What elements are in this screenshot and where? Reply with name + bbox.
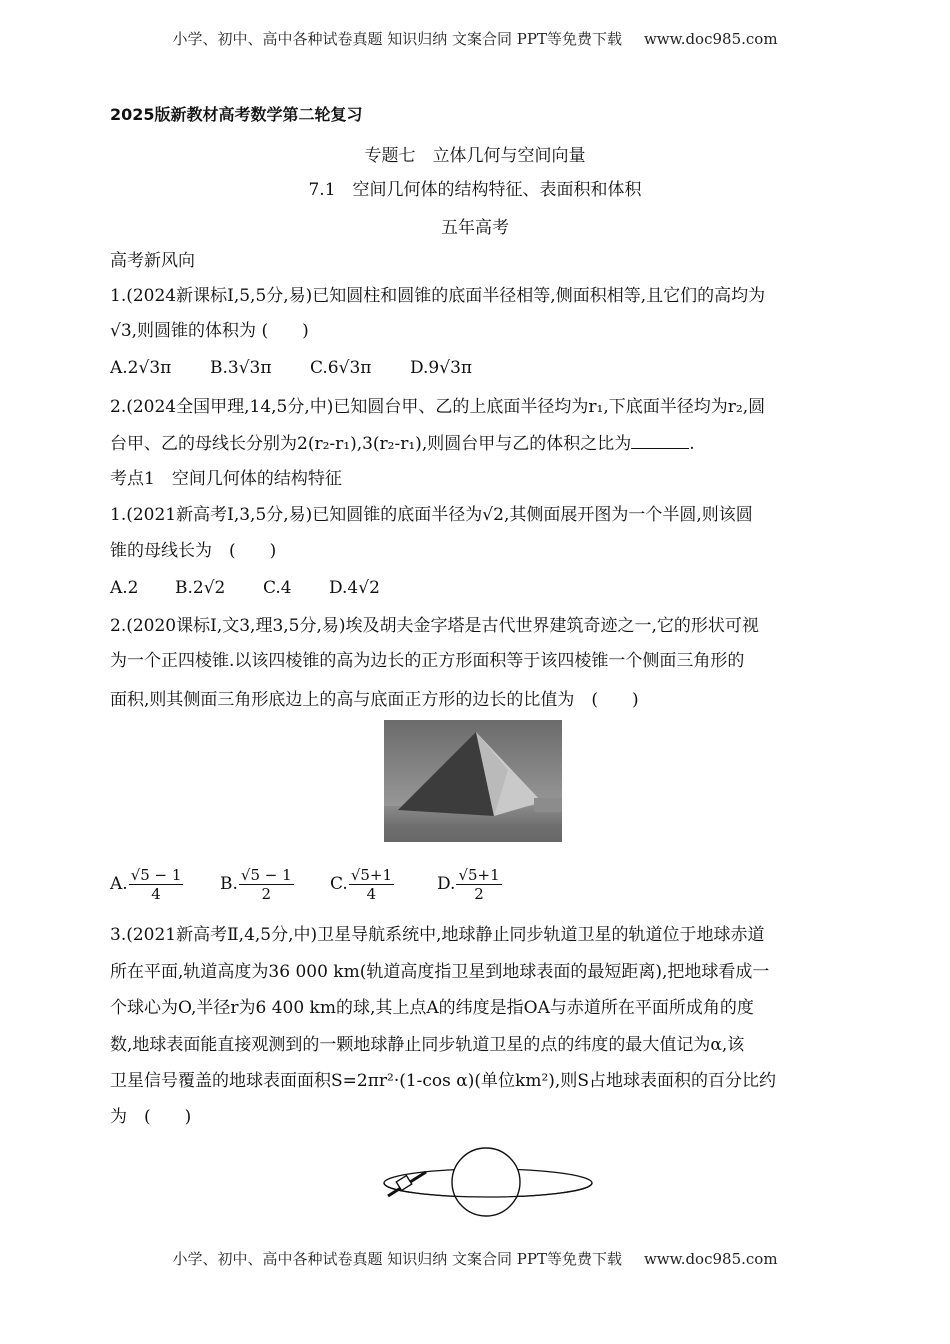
q-new2-line2-end: . (689, 434, 695, 454)
option-c[interactable]: C.6√3π (310, 358, 372, 378)
option-c-numerator: √5+1 (350, 866, 393, 884)
page-header (0, 28, 950, 49)
q2-options (110, 860, 502, 908)
option-a[interactable]: A.2 (110, 578, 139, 598)
heading-new: 高考新风向 (110, 251, 195, 271)
option-b[interactable]: B.3√3π (210, 358, 272, 378)
option-b-denominator: 2 (261, 885, 272, 903)
q3-line1: 3.(2021新高考Ⅱ,4,5分,中)卫星导航系统中,地球静止同步轨道卫星的轨道位于地球赤道 (110, 925, 765, 945)
q-new2-line1: 2.(2024全国甲理,14,5分,中)已知圆台甲、乙的上底面半径均为r₁,下底面半径均为r₂,圆 (110, 397, 766, 417)
section-title: 7.1 空间几何体的结构特征、表面积和体积 (308, 180, 642, 200)
header-site[interactable]: www.doc985.com (643, 30, 778, 48)
q-new2-line2-text: 台甲、乙的母线长分别为2(r₂-r₁),3(r₂-r₁),则圆台甲与乙的体积之比为 (110, 434, 632, 454)
q-new2-line2 (110, 432, 695, 455)
q2-line1: 2.(2020课标Ⅰ,文3,理3,5分,易)埃及胡夫金字塔是古代世界建筑奇迹之一,它的形状可视 (110, 616, 759, 636)
q-new1-line2: √3,则圆锥的体积为 ( ) (110, 321, 309, 341)
option-d[interactable] (437, 860, 502, 908)
option-d[interactable]: D.4√2 (329, 578, 380, 598)
q2-line2: 为一个正四棱锥.以该四棱锥的高为边长的正方形面积等于该四棱锥一个侧面三角形的 (110, 651, 745, 671)
q3-line5: 卫星信号覆盖的地球表面面积S=2πr²·(1-cos α)(单位km²),则S占地球表面积的百分比约 (110, 1071, 776, 1091)
option-d-denominator: 2 (474, 885, 484, 903)
option-c-denominator: 4 (366, 885, 377, 903)
q3-line3: 个球心为O,半径r为6 400 km的球,其上点A的纬度是指OA与赤道所在平面所成角的度 (110, 998, 754, 1018)
option-b-label: B. (220, 874, 238, 894)
option-d-fraction (456, 866, 501, 903)
option-d-numerator: √5+1 (458, 866, 500, 884)
kaodian-heading: 考点1 空间几何体的结构特征 (110, 469, 342, 489)
subsection-title: 五年高考 (441, 218, 509, 238)
footer-site[interactable]: www.doc985.com (643, 1250, 778, 1268)
pyramid-photo (384, 720, 562, 842)
q1-options (110, 577, 380, 599)
option-a-fraction (129, 866, 184, 903)
header-text: 小学、初中、高中各种试卷真题 知识归纳 文案合同 PPT等免费下载 (172, 30, 622, 48)
option-b-numerator: √5 − 1 (240, 866, 292, 884)
footer-text: 小学、初中、高中各种试卷真题 知识归纳 文案合同 PPT等免费下载 (172, 1250, 622, 1268)
option-b[interactable] (220, 860, 330, 908)
option-a[interactable]: A.2√3π (110, 358, 172, 378)
q1-line2: 锥的母线长为 ( ) (110, 541, 277, 561)
option-c-fraction (349, 866, 394, 903)
q3-line4: 数,地球表面能直接观测到的一颗地球静止同步轨道卫星的点的纬度的最大值记为α,该 (110, 1035, 745, 1055)
answer-blank[interactable] (631, 432, 689, 449)
q1-line1: 1.(2021新高考Ⅰ,3,5分,易)已知圆锥的底面半径为√2,其侧面展开图为一个半圆,则该圆 (110, 505, 753, 525)
option-c[interactable] (330, 860, 437, 908)
option-a[interactable] (110, 860, 220, 908)
option-d[interactable]: D.9√3π (410, 358, 473, 378)
option-b[interactable]: B.2√2 (175, 578, 226, 598)
q2-line3: 面积,则其侧面三角形底边上的高与底面正方形的边长的比值为 ( ) (110, 690, 639, 710)
q3-line2: 所在平面,轨道高度为36 000 km(轨道高度指卫星到地球表面的最短距离),把地球看成一 (110, 962, 770, 982)
page-footer (0, 1248, 950, 1269)
option-d-label: D. (437, 874, 456, 894)
option-c-label: C. (330, 874, 348, 894)
option-a-label: A. (110, 874, 128, 894)
option-c[interactable]: C.4 (263, 578, 292, 598)
topic-title: 专题七 立体几何与空间向量 (364, 146, 586, 166)
q-new1-options (110, 357, 472, 379)
earth-orbit-diagram (380, 1140, 596, 1226)
option-a-denominator: 4 (151, 885, 161, 903)
option-b-fraction (239, 866, 294, 903)
main-title: 2025版新教材高考数学第二轮复习 (110, 105, 363, 124)
q3-line6: 为 ( ) (110, 1107, 192, 1127)
q-new1-line1: 1.(2024新课标Ⅰ,5,5分,易)已知圆柱和圆锥的底面半径相等,侧面积相等,且它们的高均为 (110, 286, 766, 306)
option-a-numerator: √5 − 1 (130, 866, 182, 884)
